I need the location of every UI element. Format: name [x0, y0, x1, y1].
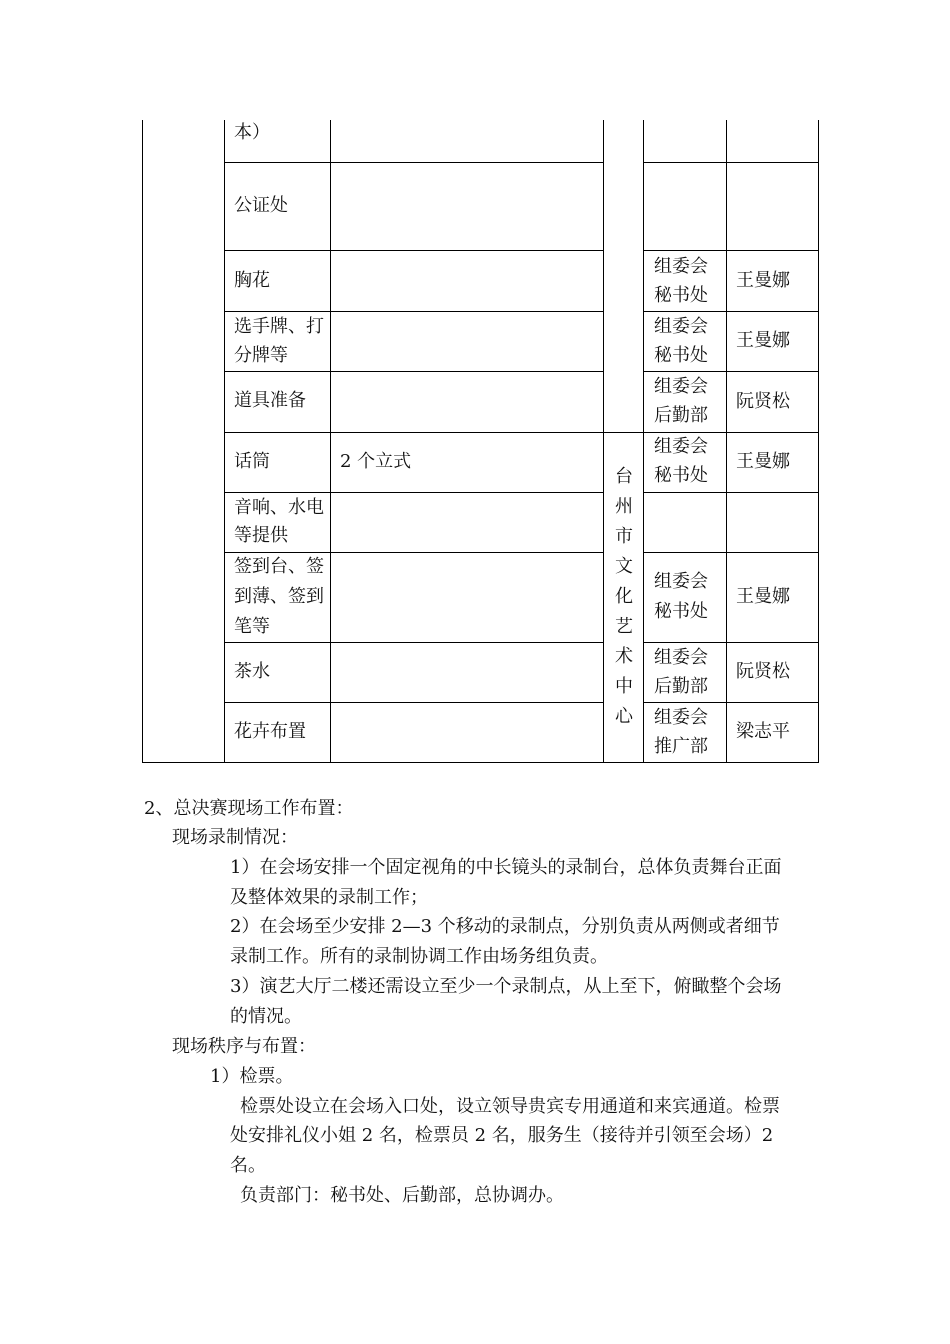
- table-cell-dept: 组委会: [654, 256, 708, 277]
- table-cell-note: 2 个立式: [340, 451, 412, 472]
- section-heading: 2、总决赛现场工作布置：: [144, 798, 354, 819]
- table-cell-dept: 组委会: [654, 316, 708, 337]
- ticket-title: 1）检票。: [210, 1066, 294, 1087]
- row-divider: [224, 432, 644, 433]
- table-cell-dept: 秘书处: [654, 285, 708, 306]
- row-divider: [644, 552, 818, 553]
- table-cell-dept: 组委会: [654, 647, 708, 668]
- table-cell-item: 话筒: [234, 451, 270, 472]
- venue-char: 化: [615, 586, 633, 607]
- recording-item-1-line-1: 1）在会场安排一个固定视角的中长镜头的录制台，总体负责舞台正面: [230, 857, 782, 878]
- venue-vertical-label: [612, 462, 636, 732]
- table-cell-item: 分牌等: [234, 345, 288, 366]
- recording-item-2-line-2: 录制工作。所有的录制协调工作由场务组负责。: [230, 946, 608, 967]
- table-cell-person: 阮贤松: [736, 661, 790, 682]
- responsible-line: 负责部门：秘书处、后勤部，总协调办。: [240, 1185, 564, 1206]
- venue-char: 台: [615, 466, 633, 487]
- table-cell-person: 阮贤松: [736, 391, 790, 412]
- ticket-text-line-2: 处安排礼仪小姐 2 名，检票员 2 名，服务生（接待并引领至会场）2: [230, 1125, 774, 1146]
- order-title: 现场秩序与布置：: [172, 1036, 316, 1057]
- table-cell-dept: 组委会: [654, 376, 708, 397]
- column-divider: [643, 120, 644, 763]
- table-cell-person: 梁志平: [736, 721, 790, 742]
- table-left-border: [142, 120, 143, 763]
- venue-char: 艺: [615, 616, 633, 637]
- table-cell-dept: 组委会: [654, 436, 708, 457]
- table-cell-item: 笔等: [234, 616, 270, 637]
- table-cell-dept: 组委会: [654, 707, 708, 728]
- recording-item-3-line-1: 3）演艺大厅二楼还需设立至少一个录制点，从上至下，俯瞰整个会场: [230, 976, 782, 997]
- venue-char: 心: [615, 706, 633, 727]
- recording-item-2-line-1: 2）在会场至少安排 2—3 个移动的录制点，分别负责从两侧或者细节: [230, 916, 780, 937]
- table-cell-person: 王曼娜: [736, 586, 790, 607]
- table-cell-item: 等提供: [234, 525, 288, 546]
- table-cell-dept: 推广部: [654, 736, 708, 757]
- venue-char: 术: [615, 646, 633, 667]
- row-divider: [224, 702, 604, 703]
- table-cell-dept: 组委会: [654, 571, 708, 592]
- table-bottom-border: [142, 762, 819, 763]
- column-divider: [603, 120, 604, 763]
- table-cell-item: 胸花: [234, 270, 270, 291]
- ticket-text-line-1: 检票处设立在会场入口处，设立领导贵宾专用通道和来宾通道。检票: [240, 1096, 780, 1117]
- table-cell-dept: 后勤部: [654, 405, 708, 426]
- table-cell-item: 到薄、签到: [234, 586, 324, 607]
- venue-char: 中: [615, 676, 633, 697]
- table-cell-item: 花卉布置: [234, 721, 306, 742]
- row-divider: [224, 250, 604, 251]
- table-cell-item: 茶水: [234, 661, 270, 682]
- table-cell-item: 公证处: [234, 195, 288, 216]
- recording-item-3-line-2: 的情况。: [230, 1006, 302, 1027]
- venue-char: 文: [615, 556, 633, 577]
- table-cell-dept: 秘书处: [654, 345, 708, 366]
- table-cell-person: 王曼娜: [736, 270, 790, 291]
- table-cell-item: 本）: [234, 122, 270, 143]
- table-cell-person: 王曼娜: [736, 451, 790, 472]
- table-cell-dept: 秘书处: [654, 601, 708, 622]
- recording-title: 现场录制情况：: [172, 827, 298, 848]
- table-cell-item: 道具准备: [234, 390, 306, 411]
- recording-item-1-line-2: 及整体效果的录制工作；: [230, 887, 428, 908]
- table-cell-item: 签到台、签: [234, 556, 324, 577]
- venue-char: 州: [615, 496, 633, 517]
- ticket-text-line-3: 名。: [230, 1155, 266, 1176]
- table-right-border: [818, 120, 819, 763]
- row-divider: [644, 492, 818, 493]
- venue-char: 市: [615, 526, 633, 547]
- table-cell-dept: 后勤部: [654, 676, 708, 697]
- table-cell-item: 选手牌、打: [234, 316, 324, 337]
- table-cell-person: 王曼娜: [736, 330, 790, 351]
- column-divider: [726, 120, 727, 763]
- row-divider: [224, 371, 604, 372]
- column-divider: [330, 120, 331, 763]
- table-cell-item: 音响、水电: [234, 497, 324, 518]
- table-cell-dept: 秘书处: [654, 465, 708, 486]
- row-divider: [644, 162, 818, 163]
- row-divider: [224, 162, 604, 163]
- row-divider: [224, 642, 604, 643]
- column-divider: [224, 120, 225, 763]
- row-divider: [644, 250, 818, 251]
